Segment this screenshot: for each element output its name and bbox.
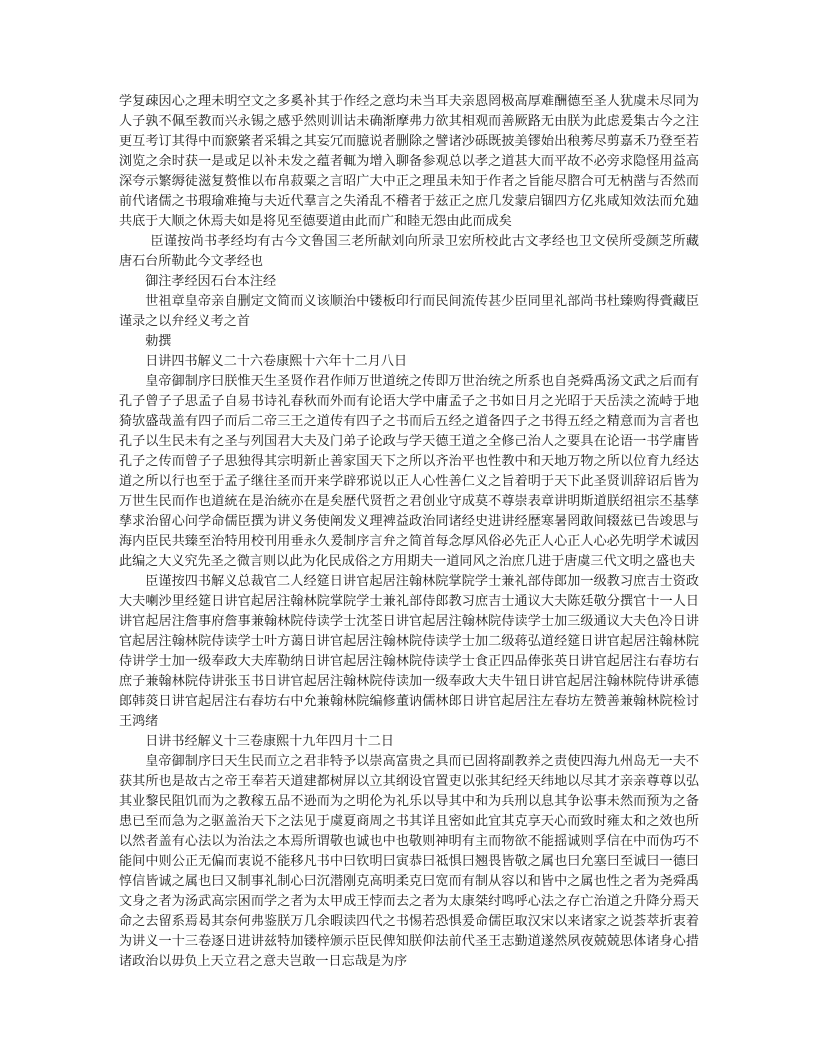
paragraph-preface-continuation: 学复疎因心之理未明空文之多奚补其于作经之意均未当耳夫亲恩罔极高厚难酬德至圣人犹虞未尽同为人子孰不佩至教而兴永锡之感乎然则训诂未确渐摩弗力欲其相观而善厥路无由朕为此虑爰集古今之注更互考订其得中而窾綮者采辑之其妄冗而臆说者删除之譬诸沙砾既披美镠始出稂莠尽剪嘉禾乃登至若浏览之余时获一是或足以补未发之蕴者輒为增入聊备参观总以孝之道甚大而平故不必旁求隐怪用益高深夸示繁缛徒滋复赘惟以布帛菽粟之言昭广大中正之理虽未知于作者之旨能尽脗合可无枘凿与否然而前代诸儒之书瑕瑜难掩与夫近代羣言之失淆乱不稽者于兹正之庶几发蒙启锢四方亿兆咸知效法而允廸共底于大顺之休焉夫如是将见至德要道由此而广和睦无怨由此而成矣: [119, 94, 699, 229]
paragraph-note-xiaojing: 臣谨按尚书孝经均有古今文鲁国三老所献刘向所录卫宏所校此古文孝经也卫文侯所受颜芝所藏唐石台所勒此今文孝经也: [119, 234, 699, 269]
paragraph-shizu: 世祖章皇帝亲自删定文简而义该顺治中镂板印行而民间流传甚少臣同里礼部尚书杜臻购得賫藏臣谨录之以弁经义考之首: [119, 294, 699, 329]
heading-chizhuan: 勅撰: [145, 334, 172, 349]
paragraph-sishu-preface: 皇帝御制序曰朕惟天生圣贤作君作师万世道统之传即万世治统之所系也自尧舜禹汤文武之后而有孔子曾子子思孟子自易书诗礼春秋而外而有论语大学中庸孟子之书如日月之光昭于天岳渎之流峙于地猗欤盛哉盖有四子而后二帝三王之道传有四子之书而后五经之道备四子之书得五经之精意而为言者也孔子以生民未有之圣与列国君大夫及门弟子论政与学天德王道之全修己治人之要具在论语一书学庸皆孔子之传而曾子子思独得其宗明新止善家国天下之所以齐治平也性教中和天地万物之所以位育九经达道之所以行也至于孟子继往圣而开来学辟邪说以正人心性善仁义之旨着明于天下此圣贤训辞诏后皆为万世生民而作也道統在是治統亦在是矣歴代贤哲之君创业守成莫不尊崇表章讲明斯道朕绍祖宗丕基孳孳求治留心问学命儒臣撰为讲义务使阐发义理裨益政治同诸经史进讲经歴寒暑罔敢间辍兹已告竣思与海内臣民共臻至治特用校刊用垂永久爰制序言弁之简首每念厚风俗必先正人心正人心必先明学术诚因此编之大义究先圣之微言则以此为化民成俗之方用期夫一道同风之治庶几进于唐虞三代文明之盛也夫: [119, 374, 699, 569]
document-page: [119, 92, 699, 972]
heading-yuzhu-xiaojing: 御注孝经因石台本注经: [145, 274, 277, 289]
paragraph-sishu-note: 臣谨按四书解义总裁官二人经筵日讲官起居注翰林院掌院学士兼礼部侍郎加一级教习庶吉士资政大夫喇沙里经筵日讲官起居注翰林院掌院学士兼礼部侍郎教习庶吉士通议大夫陈廷敬分撰官十一人日讲官起居注詹事府詹事兼翰林院侍读学士沈荃日讲官起居注翰林院侍读学士加三级通议大夫色冷日讲官起居注翰林院侍读学士叶方蔼日讲官起居注翰林院侍读学士加二级蒋弘道经筵日讲官起居注翰林院侍讲学士加一级奉政大夫库勒纳日讲官起居注翰林院侍读学士食正四品俸张英日讲官起居注右春坊右庶子兼翰林院侍讲张玉书日讲官起居注翰林院侍读加一级奉政大夫牛钮日讲官起居注翰林院侍讲承德郎韩菼日讲官起居注右春坊右中允兼翰林院编修董讷儒林郎日讲官起居注左春坊左赞善兼翰林院检讨王鸿绪: [119, 574, 699, 729]
heading-shujing-jieyi: 日讲书经解义十三卷康熙十九年四月十二日: [145, 734, 394, 749]
heading-sishu-jieyi: 日讲四书解义二十六卷康熙十六年十二月八日: [145, 354, 408, 369]
paragraph-shujing-preface: 皇帝御制序曰天生民而立之君非特予以崇高富贵之具而已固将副教养之责使四海九州岛无一夫不获其所也是故古之帝王奉若天道建都树屏以立其纲设官置吏以张其纪经天纬地以尽其才亲亲尊尊以弘其业黎民阻饥而为之教稼五品不逊而为之明伦为礼乐以导其中和为兵刑以息其争讼事未然而预为之备患已至而急为之驱盖治天下之法见于虞夏商周之书其详且密如此宜其克享天心而致时雍太和之效也所以然者盖有心法以为治法之本焉所谓敬也诚也中也敬则神明有主而物欲不能摇诚则孚信在中而伪巧不能间中则公正无偏而衷说不能移凡书中曰钦明曰寅恭曰祗惧曰翘畏皆敬之属也曰允塞曰至诚曰一德曰惇信皆诚之属也曰又制事礼制心曰沉潜刚克高明柔克曰宽而有制从容以和皆中之属也性之者为尧舜禹文身之者为汤武高宗困而学之者为太甲成王悖而去之者为太康桀纣鸣呼心法之存亡治道之升降分焉天命之去留系焉曷其奈何弗鉴朕万几余暇读四代之书惕若恐惧爰命儒臣取汉宋以来诸家之说荟萃折衷着为讲义一十三卷逐日进讲兹特加镂梓颁示臣民俾知朕仰法前代圣王志勤道遂然夙夜兢兢思体诸身心措诸政治以毋负上天立君之意夫岂敢一日忘哉是为序: [119, 754, 699, 969]
